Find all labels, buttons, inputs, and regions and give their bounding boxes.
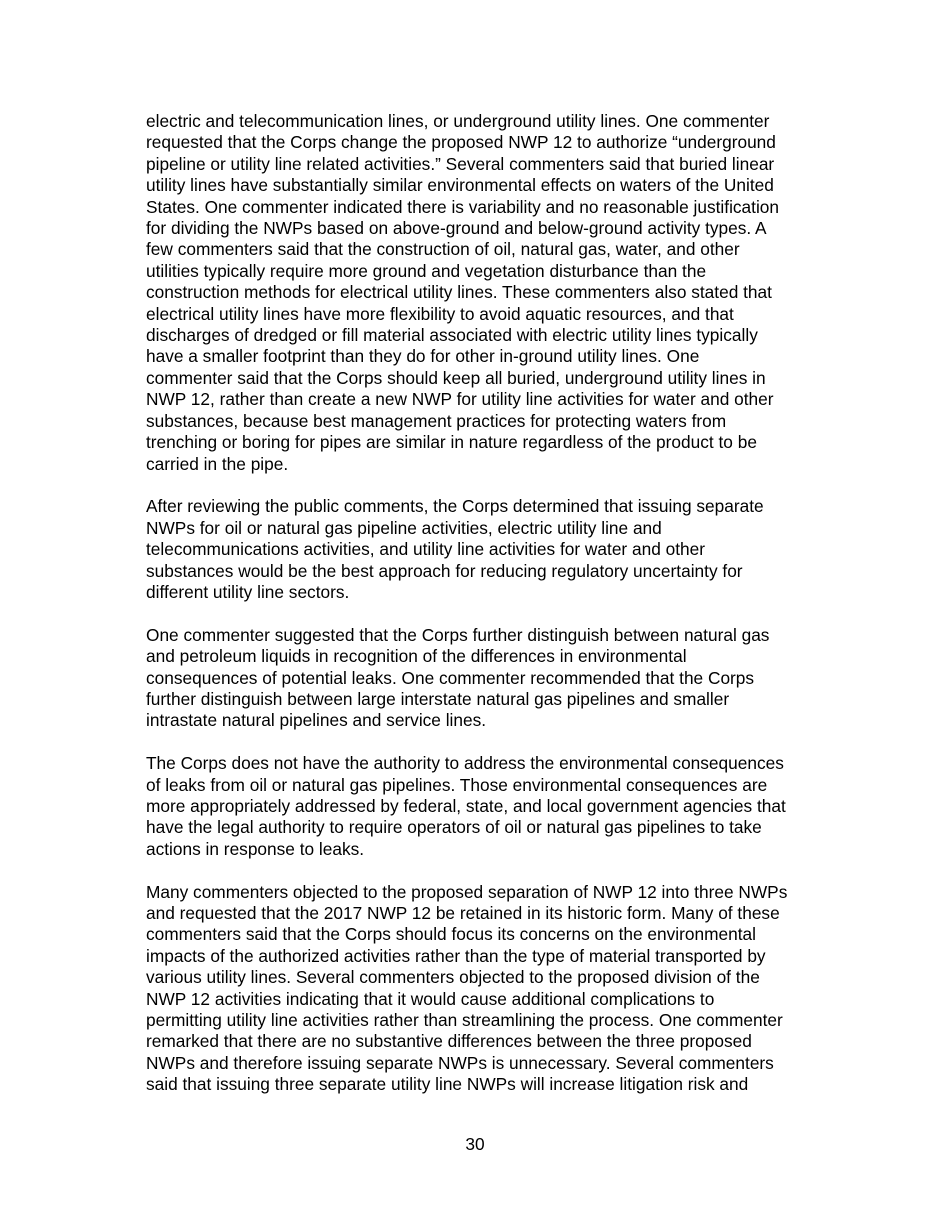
paragraph-5: Many commenters objected to the proposed separation of NWP 12 into three NWPs and requested that the 2017 NWP 12 be retained in its historic form. Many of these commenters said that the Corps should focus its concerns on the environmental impacts of the authorized activities rather than the type of material transported by various utility lines. Several commenters objected to the proposed division of the NWP 12 activities indicating that it would cause additional complications to permitting utility line activities rather than streamlining the process. One commenter remarked that there are no substantive differences between the three proposed NWPs and therefore issuing separate NWPs is unnecessary. Several commenters said that issuing three separate utility line NWPs will increase litigation risk and	[146, 881, 788, 1095]
paragraph-2: After reviewing the public comments, the Corps determined that issuing separate NWPs for oil or natural gas pipeline activities, electric utility line and telecommunications activities, and utility line activities for water and other substances would be the best approach for reducing regulatory uncertainty for different utility line sectors.	[146, 496, 764, 602]
page-number: 30	[465, 1134, 485, 1154]
paragraph-3: One commenter suggested that the Corps further distinguish between natural gas and petroleum liquids in recognition of the differences in environmental consequences of potential leaks. One commenter recommended that the Corps further distinguish between large interstate natural gas pipelines and smaller intrastate natural pipelines and service lines.	[146, 624, 770, 731]
paragraph-4: The Corps does not have the authority to address the environmental consequences of leaks from oil or natural gas pipelines. Those environmental consequences are more appropriately addressed by federal, state, and local government agencies that have the legal authority to require operators of oil or natural gas pipelines to take actions in response to leaks.	[146, 753, 786, 859]
paragraph-1: electric and telecommunication lines, or underground utility lines. One commenter requested that the Corps change the proposed NWP 12 to authorize “underground pipeline or utility line related activities.” Several commenters said that buried linear utility lines have substantially similar environmental effects on waters of the United States. One commenter indicated there is variability and no reasonable justification for dividing the NWPs based on above-ground and below-ground activity types. A few commenters said that the construction of oil, natural gas, water, and other utilities typically require more ground and vegetation disturbance than the construction methods for electrical utility lines. These commenters also stated that electrical utility lines have more flexibility to avoid aquatic resources, and that discharges of dredged or fill material associated with electric utility lines typically have a smaller footprint than they do for other in-ground utility lines. One commenter said that the Corps should keep all buried, underground utility lines in NWP 12, rather than create a new NWP for utility line activities for water and other substances, because best management practices for protecting waters from trenching or boring for pipes are similar in nature regardless of the product to be carried in the pipe.	[146, 111, 780, 474]
document-body	[146, 111, 846, 1096]
